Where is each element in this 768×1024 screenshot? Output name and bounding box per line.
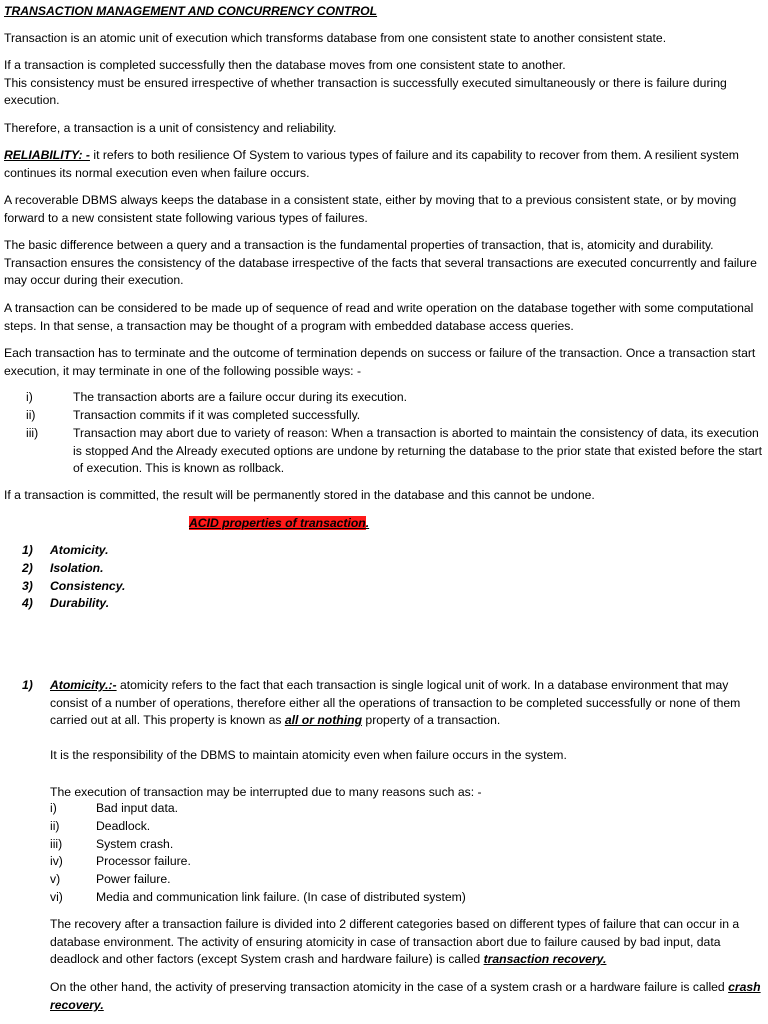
document-title: TRANSACTION MANAGEMENT AND CONCURRENCY CONTROL bbox=[4, 4, 378, 18]
atomicity-text-1: atomicity refers to the fact that each transaction is single logical unit of work. In a database environment that may consist of a number of operations, therefore either all the operations of transaction to be completed successfully or none of them carried out at all. This property is known as bbox=[50, 678, 741, 728]
recovery-text: The recovery after a transaction failure is divided into 2 different categories based on different types of failure that can occur in a database environment. The activity of ensuring atomicity in case of transaction abort due to failure caused by bad input, data deadlock and other factors (except System crash and hardware failure) is called bbox=[50, 917, 740, 967]
list-number: 2) bbox=[22, 561, 33, 575]
acid-heading bbox=[189, 515, 589, 533]
reliability-text: it refers to both resilience Of System to various types of failure and its capability to recover from them. A resilient system continues its normal execution even when failure occurs. bbox=[4, 148, 739, 180]
list-text: Transaction commits if it was completed successfully. bbox=[73, 408, 361, 422]
list-number: i) bbox=[50, 801, 57, 815]
list-number: ii) bbox=[26, 408, 36, 422]
paragraph-consistency bbox=[4, 57, 762, 110]
list-number: iii) bbox=[50, 837, 63, 851]
paragraph-termination: Each transaction has to terminate and the outcome of termination depends on success or failure of the transaction. Once a transaction start execution, it may terminate in one of the following possible ways: - bbox=[4, 346, 756, 378]
list-text: Processor failure. bbox=[96, 854, 191, 868]
list-number: 1) bbox=[22, 543, 33, 557]
list-number: vi) bbox=[50, 890, 63, 904]
list-number: 3) bbox=[22, 579, 33, 593]
list-number: iii) bbox=[26, 426, 39, 440]
list-number: 1) bbox=[22, 678, 33, 692]
list-text: The transaction aborts are a failure occur during its execution. bbox=[73, 390, 407, 404]
transaction-recovery-term: transaction recovery. bbox=[483, 952, 607, 967]
list-text: Bad input data. bbox=[96, 801, 178, 815]
crash-text: On the other hand, the activity of preserving transaction atomicity in the case of a system crash or a hardware failure is called bbox=[50, 980, 729, 994]
atomicity-text-2: property of a transaction. bbox=[362, 713, 501, 728]
list-number: v) bbox=[50, 872, 61, 886]
paragraph-difference: The basic difference between a query and a transaction is the fundamental properties of transaction, that is, atomicity and durability. Transaction ensures the consistency of the database irrespective of the facts that several transactions are executed concurrently and failure may occur during their execution. bbox=[4, 238, 757, 288]
list-number: i) bbox=[26, 390, 33, 404]
atomicity-term: Atomicity.:- bbox=[50, 678, 117, 692]
list-text: Isolation. bbox=[50, 561, 104, 575]
acid-heading-text: ACID properties of transaction bbox=[189, 516, 366, 530]
reliability-term: RELIABILITY: - bbox=[4, 148, 90, 162]
paragraph-committed: If a transaction is committed, the result will be permanently stored in the database and this cannot be undone. bbox=[4, 488, 595, 502]
paragraph-unit: Therefore, a transaction is a unit of consistency and reliability. bbox=[4, 121, 337, 135]
list-text: Atomicity. bbox=[50, 543, 109, 557]
crash-recovery-term: crash recovery. bbox=[50, 980, 761, 1012]
list-text: Consistency. bbox=[50, 579, 126, 593]
paragraph-definition: Transaction is an atomic unit of execution which transforms database from one consistent state to another consistent state. bbox=[4, 31, 667, 45]
acid-heading-dot: . bbox=[365, 516, 370, 530]
paragraph-responsibility: It is the responsibility of the DBMS to maintain atomicity even when failure occurs in the system. bbox=[50, 748, 567, 762]
list-text: Durability. bbox=[50, 596, 110, 610]
list-text: System crash. bbox=[96, 837, 174, 851]
list-number: ii) bbox=[50, 819, 60, 833]
list-text: Media and communication link failure. (In case of distributed system) bbox=[96, 890, 466, 904]
paragraph-interrupt: The execution of transaction may be interrupted due to many reasons such as: - bbox=[50, 785, 482, 799]
atomicity-definition bbox=[50, 677, 754, 730]
paragraph-consistency-line2: This consistency must be ensured irrespective of whether transaction is successfully executed simultaneously or there is failure during execution. bbox=[4, 75, 727, 108]
list-number: 4) bbox=[22, 596, 33, 610]
paragraph-recoverable: A recoverable DBMS always keeps the database in a consistent state, either by moving that to a previous consistent state, or by moving forward to a new consistent state following various types of failures. bbox=[4, 193, 737, 225]
paragraph-recovery bbox=[50, 916, 764, 969]
paragraph-reliability bbox=[4, 147, 762, 182]
paragraph-consistency-line1: If a transaction is completed successfully then the database moves from one consistent state to another. bbox=[4, 58, 566, 72]
paragraph-crash bbox=[50, 979, 762, 1014]
list-text: Deadlock. bbox=[96, 819, 151, 833]
list-text: Transaction may abort due to variety of reason: When a transaction is aborted to maintain the consistency of data, its execution is stopped And the Already executed options are undone by returning the database to the prior state that existed before the start of execution. This is known as rollback. bbox=[73, 426, 763, 476]
all-or-nothing-term: all or nothing bbox=[284, 713, 363, 728]
paragraph-sequence: A transaction can be considered to be made up of sequence of read and write operation on the database together with some computational steps. In that sense, a transaction may be thought of a program with embedded database access queries. bbox=[4, 301, 754, 333]
list-text: Power failure. bbox=[96, 872, 171, 886]
list-number: iv) bbox=[50, 854, 63, 868]
